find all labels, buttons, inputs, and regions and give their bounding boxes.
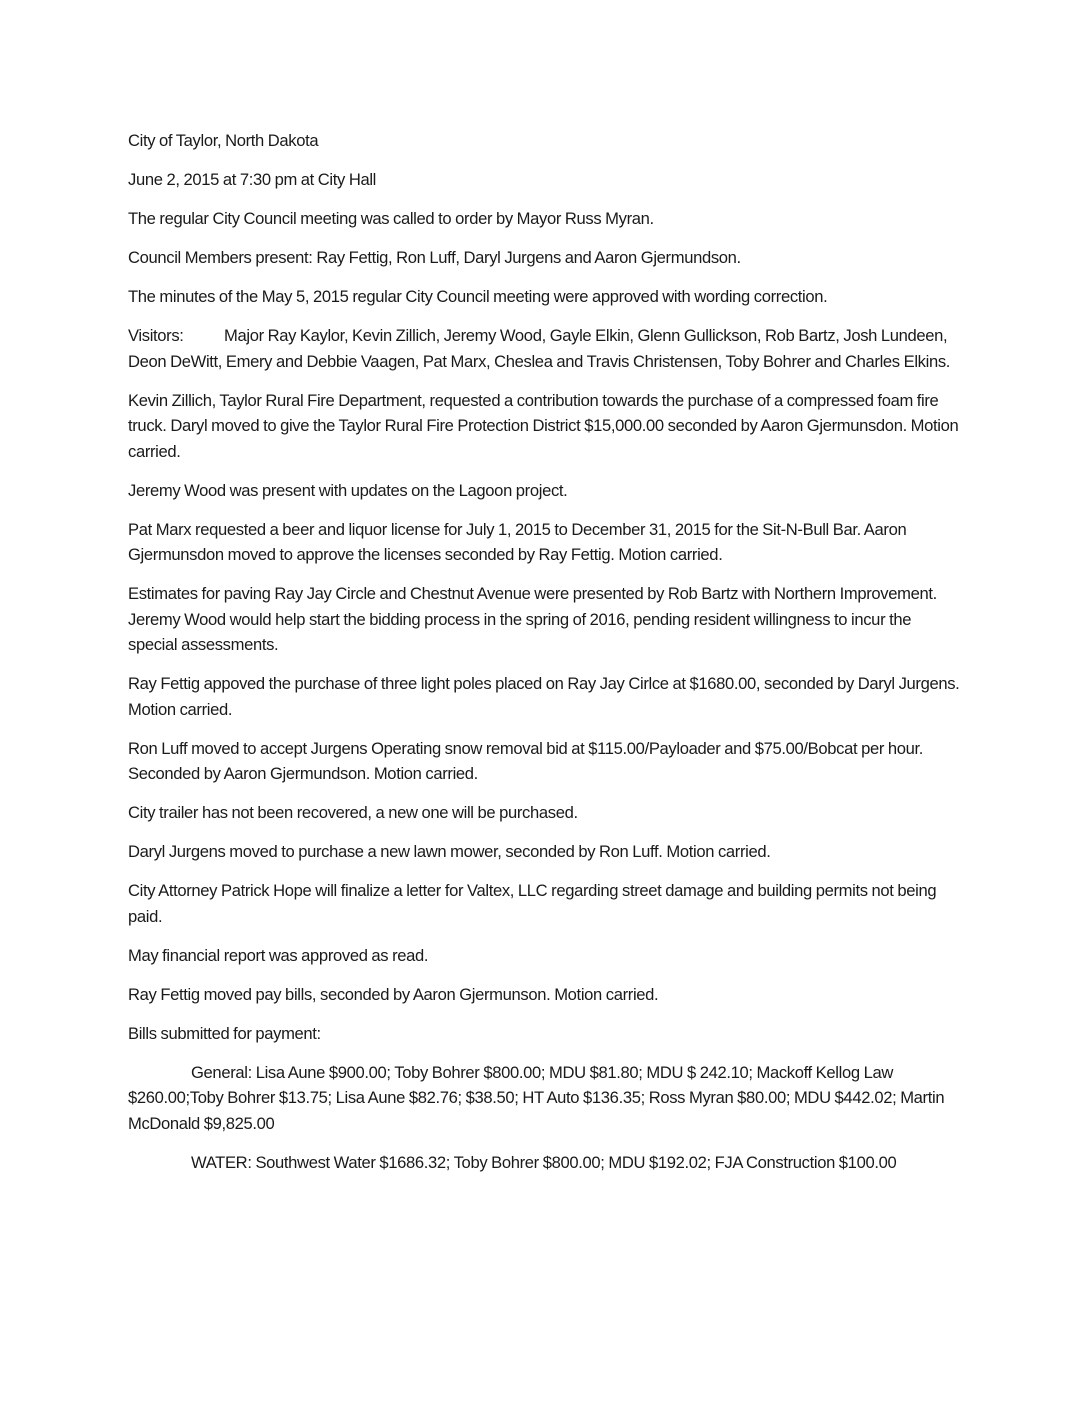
meeting-minutes bbox=[128, 128, 963, 1189]
lawn-mower-item: Daryl Jurgens moved to purchase a new lawn mower, seconded by Ron Luff. Motion carried. bbox=[128, 842, 771, 861]
fire-department-item: Kevin Zillich, Taylor Rural Fire Department, requested a contribution towards the purchase of a compressed foam fire truck. Daryl moved to give the Taylor Rural Fire Protection District $15,000.00 seconded by Aaron Gjermunsdon. Motion carried. bbox=[128, 390, 959, 461]
city-trailer-item: City trailer has not been recovered, a new one will be purchased. bbox=[128, 803, 578, 822]
lagoon-item: Jeremy Wood was present with updates on the Lagoon project. bbox=[128, 480, 568, 500]
city-attorney-item: City Attorney Patrick Hope will finalize a letter for Valtex, LLC regarding street damage and building permits not being paid. bbox=[128, 881, 937, 926]
bills-heading: Bills submitted for payment: bbox=[128, 1023, 321, 1043]
light-poles-item: Ray Fettig appoved the purchase of three light poles placed on Ray Jay Cirlce at $1680.00, seconded by Daryl Jurgens. Motion carried. bbox=[128, 674, 960, 719]
financial-report-item: May financial report was approved as read. bbox=[128, 945, 429, 965]
members-present: Council Members present: Ray Fettig, Ron Luff, Daryl Jurgens and Aaron Gjermundson. bbox=[128, 248, 741, 267]
paving-estimates-item: Estimates for paving Ray Jay Circle and Chestnut Avenue were presented by Rob Bartz with Northern Improvement. Jeremy Wood would help start the bidding process in the spring of 2016, pending resident willingness to incur the special assessments. bbox=[128, 584, 937, 654]
visitors-paragraph bbox=[128, 323, 963, 374]
visitors-list: Major Ray Kaylor, Kevin Zillich, Jeremy Wood, Gayle Elkin, Glenn Gullickson, Rob Bartz, Josh Lundeen, Deon DeWitt, Emery and Debbie Vaagen, Pat Marx, Cheslea and Travis Christensen, Toby Bohrer and Charles Elkins. bbox=[128, 326, 951, 371]
minutes-approval: The minutes of the May 5, 2015 regular City Council meeting were approved with wording correction. bbox=[128, 287, 828, 306]
visitors-label: Visitors: bbox=[128, 326, 184, 345]
call-to-order: The regular City Council meeting was called to order by Mayor Russ Myran. bbox=[128, 209, 654, 228]
snow-removal-item: Ron Luff moved to accept Jurgens Operating snow removal bid at $115.00/Payloader and $75.00/Bobcat per hour. Seconded by Aaron Gjermundson. Motion carried. bbox=[128, 738, 924, 783]
pay-bills-item: Ray Fettig moved pay bills, seconded by Aaron Gjermunson. Motion carried. bbox=[128, 984, 659, 1004]
liquor-license-item: Pat Marx requested a beer and liquor license for July 1, 2015 to December 31, 2015 for the Sit-N-Bull Bar. Aaron Gjermunsdon moved to approve the licenses seconded by Ray Fettig. Motion carried. bbox=[128, 519, 907, 564]
header-city: City of Taylor, North Dakota bbox=[128, 131, 319, 150]
bills-water: WATER: Southwest Water $1686.32; Toby Bohrer $800.00; MDU $192.02; FJA Construction $100.00 bbox=[191, 1152, 897, 1172]
header-date: June 2, 2015 at 7:30 pm at City Hall bbox=[128, 170, 377, 189]
bills-general: General: Lisa Aune $900.00; Toby Bohrer $800.00; MDU $81.80; MDU $ 242.10; Mackoff Kellog Law $260.00;Toby Bohrer $13.75; Lisa Aune $82.76; $38.50; HT Auto $136.35; Ross Myran $80.00; MDU $442.02; Martin McDonald $9,825.00 bbox=[128, 1062, 945, 1133]
